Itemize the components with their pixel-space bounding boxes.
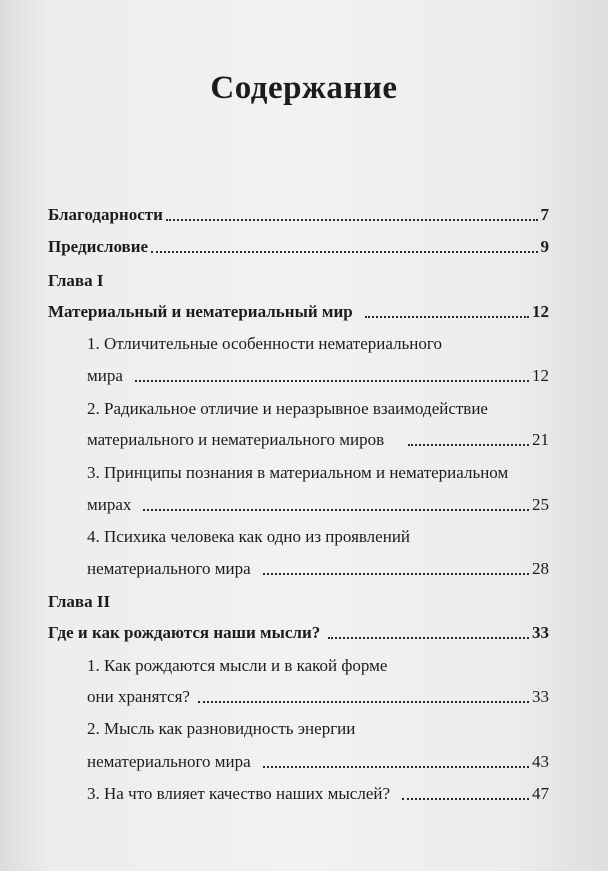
toc-entry-chapter-title [48,622,549,644]
leader-dots [135,379,529,382]
toc-entry-section [87,783,549,805]
toc-entry-label: материального и нематериального миров [87,430,385,449]
toc-entry-label: Благодарности [48,205,163,224]
toc-entry-label: мира [87,366,123,385]
toc-page-number: 12 [532,366,549,385]
toc-entry-line1: 2. Мысль как разновидность энергии [87,719,356,738]
leader-dots [198,700,529,703]
toc-entry-line1: 4. Психика человека как одно из проявлений [87,527,411,546]
toc-entry-section [87,751,549,773]
toc-entry-section [87,494,549,516]
chapter-heading: Глава I [48,271,104,290]
leader-dots [143,508,529,511]
leader-dots [328,636,529,639]
toc-entry-acknowledgements [48,204,549,226]
toc-page-number: 28 [532,559,549,578]
leader-dots [166,218,538,221]
toc-entry-section [87,365,549,387]
toc-page-number: 7 [540,205,549,224]
toc-page-number: 33 [532,687,549,706]
toc-entry-line1: 1. Отличительные особенности нематериального [87,334,442,353]
leader-dots [263,765,529,768]
toc-entry-label: нематериального мира [87,559,251,578]
toc-page-number: 9 [540,237,549,256]
toc-page-number: 43 [532,752,549,771]
leader-dots [263,572,529,575]
toc-entry-label: 3. На что влияет качество наших мыслей? [87,784,391,803]
toc-entry-label: Где и как рождаются наши мысли? [48,623,321,642]
toc-entry-label: мирах [87,495,132,514]
leader-dots [402,797,529,800]
toc-entry-label: нематериального мира [87,752,251,771]
toc-entry-line1: 3. Принципы познания в материальном и нематериальном [87,463,509,482]
toc-entry-chapter-title [48,301,549,323]
toc-entry-line1: 1. Как рождаются мысли и в какой форме [87,656,388,675]
toc-entry-section [87,558,549,580]
toc-entry-preface [48,236,549,258]
toc-entry-section [87,686,549,708]
toc-page-number: 25 [532,495,549,514]
toc-entry-line1: 2. Радикальное отличие и неразрывное взаимодействие [87,399,488,418]
page-title: Содержание [210,70,398,106]
toc-page-number: 21 [532,430,549,449]
toc-page-number: 12 [532,302,549,321]
toc-page-number: 33 [532,623,549,642]
leader-dots [151,250,537,253]
toc-entry-label: Предисловие [48,237,149,256]
toc-entry-label: они хранятся? [87,687,190,706]
leader-dots [365,315,529,318]
toc-entry-label: Материальный и нематериальный мир [48,302,353,321]
leader-dots [408,443,529,446]
chapter-heading: Глава II [48,592,111,611]
toc-entry-section [87,429,549,451]
toc-page-number: 47 [532,784,549,803]
